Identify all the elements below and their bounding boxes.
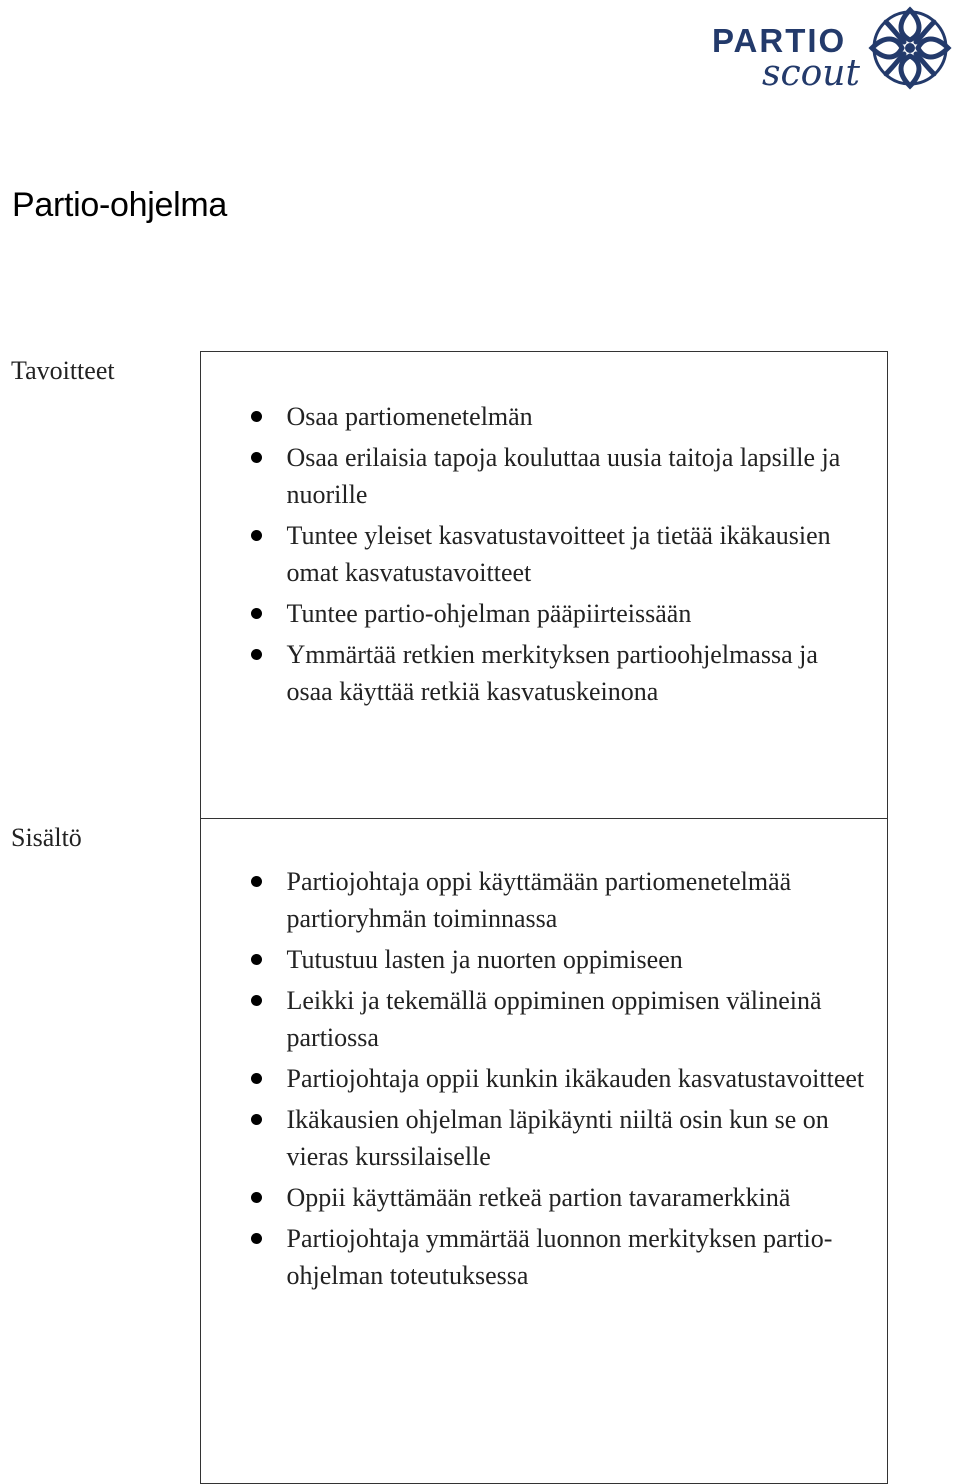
list-item: Leikki ja tekemällä oppiminen oppimisen välineinä partiossa (287, 982, 868, 1056)
list-item: Ikäkausien ohjelman läpikäynti niiltä osin kun se on vieras kurssilaiselle (287, 1101, 868, 1175)
page-title: Partio-ohjelma (12, 186, 228, 224)
list-item: Tutustuu lasten ja nuorten oppimiseen (287, 941, 868, 978)
list-item: Osaa erilaisia tapoja kouluttaa uusia taitoja lapsille ja nuorille (287, 439, 868, 513)
list-item: Partiojohtaja oppi käyttämään partiomenetelmää partioryhmän toiminnassa (287, 863, 868, 937)
list-item: Tuntee yleiset kasvatustavoitteet ja tietää ikäkausien omat kasvatustavoitteet (287, 517, 868, 591)
row-label-goals: Tavoitteet (0, 352, 200, 819)
list-item: Ymmärtää retkien merkityksen partioohjelmassa ja osaa käyttää retkiä kasvatuskeinona (287, 636, 868, 710)
content-list (201, 863, 868, 1294)
partio-scout-logo (700, 0, 960, 100)
list-item: Partiojohtaja ymmärtää luonnon merkityksen partio-ohjelman toteutuksessa (287, 1220, 868, 1294)
row-body-goals (200, 352, 888, 819)
goals-list (201, 398, 868, 710)
row-body-content (200, 819, 888, 1484)
list-item: Partiojohtaja oppii kunkin ikäkauden kasvatustavoitteet (287, 1060, 868, 1097)
list-item: Oppii käyttämään retkeä partion tavaramerkkinä (287, 1179, 868, 1216)
logo-text-bottom: scout (762, 53, 860, 94)
logo-text-top: PARTIO (712, 22, 847, 59)
list-item: Osaa partiomenetelmän (287, 398, 868, 435)
list-item: Tuntee partio-ohjelman pääpiirteissään (287, 595, 868, 632)
row-label-content: Sisältö (0, 819, 200, 1484)
table-row-goals (0, 352, 888, 819)
scout-emblem-icon (864, 0, 956, 96)
table-row-content (0, 819, 888, 1484)
content-table (0, 351, 888, 1484)
logo-wordmark (712, 22, 860, 94)
